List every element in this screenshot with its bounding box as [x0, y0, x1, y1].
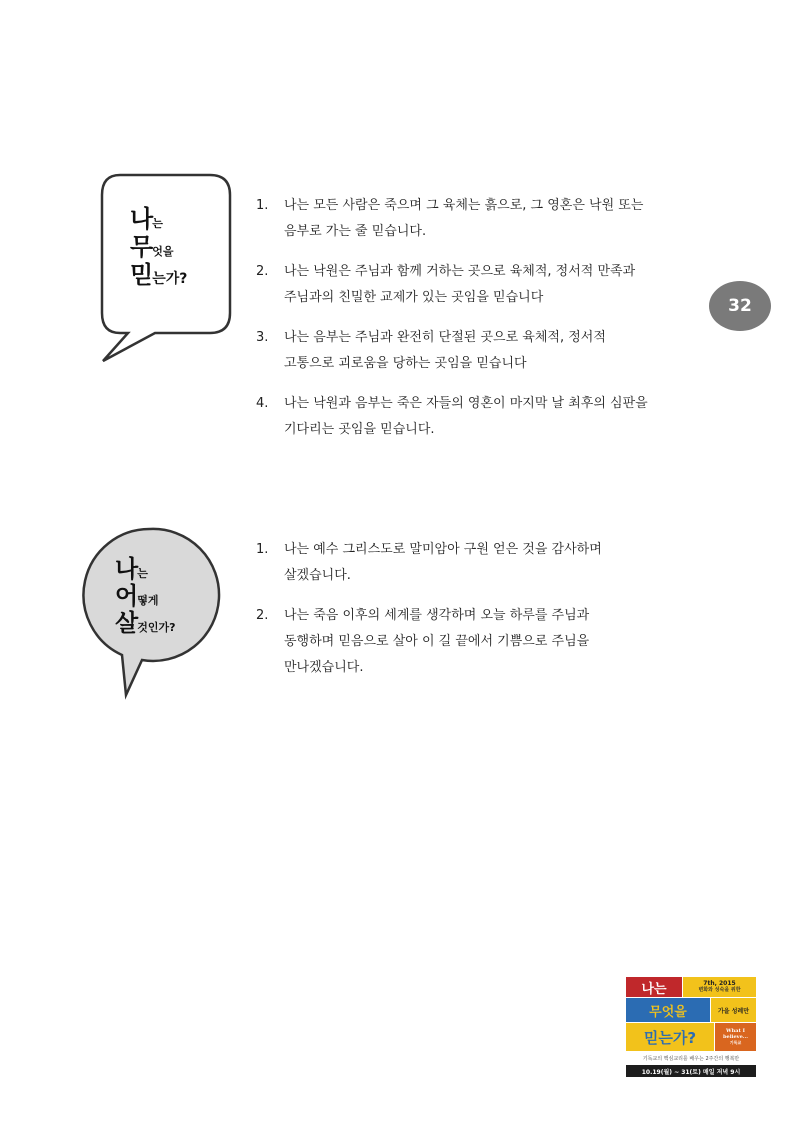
poster-title-1: 나는 [626, 977, 682, 997]
speech-bubble-how-live [82, 527, 218, 699]
poster-edition-text: 7th, 2015 [703, 980, 736, 987]
poster-title-3: 믿는가? [626, 1023, 714, 1051]
poster-edition-sub: 변화와 성숙을 위한 [698, 987, 741, 993]
poster-tagline: 기독교의 핵심교리를 배우는 2주간의 행복만 [626, 1052, 756, 1064]
poster-title-2: 무엇을 [626, 998, 710, 1022]
page-number-badge: 32 [709, 281, 771, 331]
poster-edition [683, 977, 756, 997]
speech-bubble-what-believe [100, 173, 232, 365]
living-list [256, 537, 706, 695]
poster-english [715, 1023, 756, 1051]
list-item: 1. 나는 예수 그리스도로 말미암아 구원 얻은 것을 감사하며 살겠습니다. [256, 542, 602, 583]
event-poster [626, 977, 756, 1077]
bubble-title: 나는 무엇을 믿는가? [130, 205, 188, 289]
list-item: 4. 나는 낙원과 음부는 죽은 자들의 영혼이 마지막 날 최후의 심판을 기다리는 곳임을 믿습니다. [256, 396, 648, 437]
poster-english-text: What I believe... [723, 1028, 748, 1040]
list-item: 2. 나는 죽음 이후의 세계를 생각하며 오늘 하루를 주님과 동행하며 믿음으로 살아 이 길 끝에서 기쁨으로 주님을 만나겠습니다. [256, 608, 590, 675]
poster-english-sub: 기독교 [729, 1040, 742, 1045]
poster-season: 가을 성례만 [711, 998, 756, 1022]
poster-dates: 10.19(월) ~ 31(토) 매일 저녁 9시 [626, 1065, 756, 1077]
list-item: 3. 나는 음부는 주님과 완전히 단절된 곳으로 육체적, 정서적 고통으로 괴로움을 당하는 곳임을 믿습니다 [256, 330, 606, 371]
bubble-title: 나는 어떻게 살것인가? [115, 555, 176, 637]
belief-list [256, 193, 706, 457]
list-item: 1. 나는 모든 사람은 죽으며 그 육체는 흙으로, 그 영혼은 낙원 또는 음부로 가는 줄 믿습니다. [256, 198, 644, 239]
list-item: 2. 나는 낙원은 주님과 함께 거하는 곳으로 육체적, 정서적 만족과 주님과의 친밀한 교제가 있는 곳임을 믿습니다 [256, 264, 636, 305]
